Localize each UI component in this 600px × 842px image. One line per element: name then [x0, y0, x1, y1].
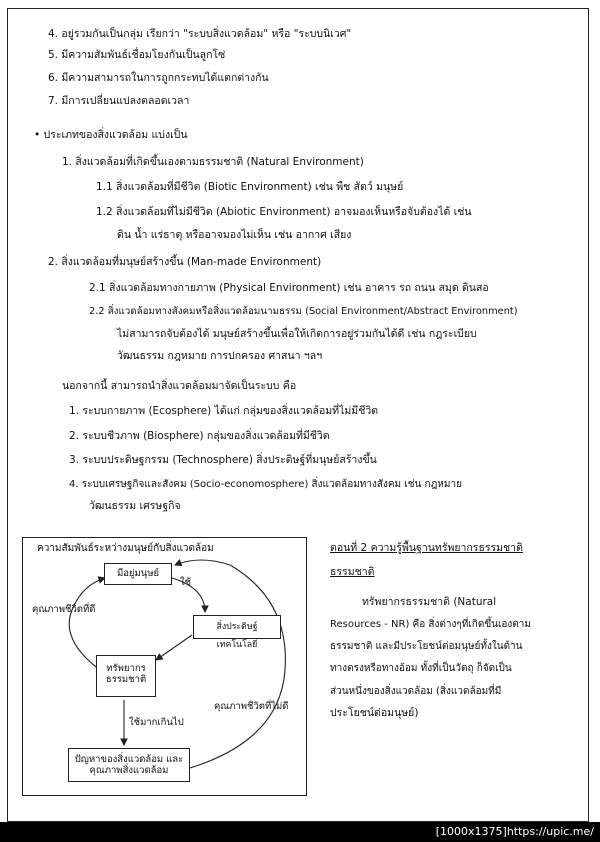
diagram-label-overuse: ใช้มากเกินไป: [129, 717, 184, 728]
diagram-node-human: มีอยู่มนุษย์: [104, 563, 172, 585]
social-item: 2.2 สิ่งแวดล้อมทางสังคมหรือสิ่งแวดล้อมนามธรรม (Social Environment/Abstract Environment): [89, 306, 518, 317]
unit-heading: ตอนที่ 2 ความรู้พื้นฐานทรัพยากรธรรมชาติ: [330, 542, 523, 554]
arrow-problems-to-human: [175, 560, 285, 768]
manmade-title: 2. สิ่งแวดล้อมที่มนุษย์สร้างขึ้น (Man-made Environment): [48, 256, 322, 268]
unit-para-line-5: ส่วนหนึ่งของสิ่งแวดล้อม (สิ่งแวดล้อมที่มี: [330, 686, 502, 697]
list-item-5: 5. มีความสัมพันธ์เชื่อมโยงกันเป็นลูกโซ่: [48, 49, 226, 61]
unit-para-line-6: ประโยชน์ต่อมนุษย์): [330, 707, 419, 719]
system-bio: 2. ระบบชีวภาพ (Biosphere) กลุ่มของสิ่งแวดล้อมที่มีชีวิต: [69, 430, 330, 442]
types-heading: • ประเภทของสิ่งแวดล้อม แบ่งเป็น: [34, 129, 188, 141]
unit-para-line-1: ทรัพยากรธรรมชาติ (Natural: [362, 596, 497, 608]
list-item-4: 4. อยู่รวมกันเป็นกลุ่ม เรียกว่า "ระบบสิ่งแวดล้อม" หรือ "ระบบนิเวศ": [48, 28, 352, 40]
system-socio: 4. ระบบเศรษฐกิจและสังคม (Socio-economosphere) สิ่งแวดล้อมทางสังคม เช่น กฎหมาย: [69, 479, 462, 490]
list-item-6: 6. มีความสามารถในการถูกกระทบได้แตกต่างกัน: [48, 72, 269, 84]
diagram-node-problems: ปัญหาของสิ่งแวดล้อม และคุณภาพสิ่งแวดล้อม: [68, 748, 190, 782]
system-techno: 3. ระบบประดิษฐกรรม (Technosphere) สิ่งประดิษฐ์ที่มนุษย์สร้างขึ้น: [69, 454, 377, 466]
diagram-label-use: ใช้: [180, 577, 192, 588]
watermark-footer: [1000x1375]https://upic.me/: [0, 822, 600, 842]
unit-heading-cont: ธรรมชาติ: [330, 566, 375, 578]
unit-para-line-4: ทางตรงหรือทางอ้อม ทั้งที่เป็นวัตถุ ก็จัดเป็น: [330, 663, 512, 674]
diagram-title: ความสัมพันธ์ระหว่างมนุษย์กับสิ่งแวดล้อม: [37, 543, 214, 554]
diagram-node-tech: สิ่งประดิษฐ์เทคโนโลยี: [193, 615, 281, 639]
unit-para-line-3: ธรรมชาติ และมีประโยชน์ต่อมนุษย์ทั้งในด้าน: [330, 641, 523, 652]
list-item-7: 7. มีการเปลี่ยนแปลงตลอดเวลา: [48, 95, 190, 107]
social-examples: วัฒนธรรม กฎหมาย การปกครอง ศาสนา ฯลฯ: [117, 350, 323, 362]
biotic-item: 1.1 สิ่งแวดล้อมที่มีชีวิต (Biotic Environment) เช่น พืช สัตว์ มนุษย์: [96, 181, 404, 193]
arrow-tech-to-resources: [156, 635, 192, 660]
diagram-label-quality-good: คุณภาพชีวิตที่ดี: [32, 604, 96, 615]
system-eco: 1. ระบบกายภาพ (Ecosphere) ได้แก่ กลุ่มของสิ่งแวดล้อมที่ไม่มีชีวิต: [69, 405, 379, 417]
system-socio-cont: วัฒนธรรม เศรษฐกิจ: [89, 500, 181, 512]
abiotic-examples: ดิน น้ำ แร่ธาตุ หรืออาจมองไม่เห็น เช่น อากาศ เสียง: [117, 229, 352, 241]
physical-item: 2.1 สิ่งแวดล้อมทางกายภาพ (Physical Environment) เช่น อาคาร รถ ถนน สมุด ดินสอ: [89, 282, 489, 294]
diagram-label-quality-bad: คุณภาพชีวิตที่ไม่ดี: [214, 701, 289, 712]
social-desc: ไม่สามารถจับต้องได้ มนุษย์สร้างขึ้นเพื่อให้เกิดการอยู่ร่วมกันได้ดี เช่น กฎระเบียบ: [117, 328, 477, 340]
unit-para-line-2: Resources - NR) คือ สิ่งต่างๆที่เกิดขึ้นเองตาม: [330, 619, 532, 630]
diagram-node-resources: ทรัพยากร ธรรมชาติ: [96, 655, 156, 697]
abiotic-item: 1.2 สิ่งแวดล้อมที่ไม่มีชีวิต (Abiotic Environment) อาจมองเห็นหรือจับต้องได้ เช่น: [96, 206, 472, 218]
natural-title: 1. สิ่งแวดล้อมที่เกิดขึ้นเองตามธรรมชาติ (Natural Environment): [62, 156, 364, 168]
systems-intro: นอกจากนี้ สามารถนำสิ่งแวดล้อมมาจัดเป็นระบบ คือ: [62, 380, 297, 392]
